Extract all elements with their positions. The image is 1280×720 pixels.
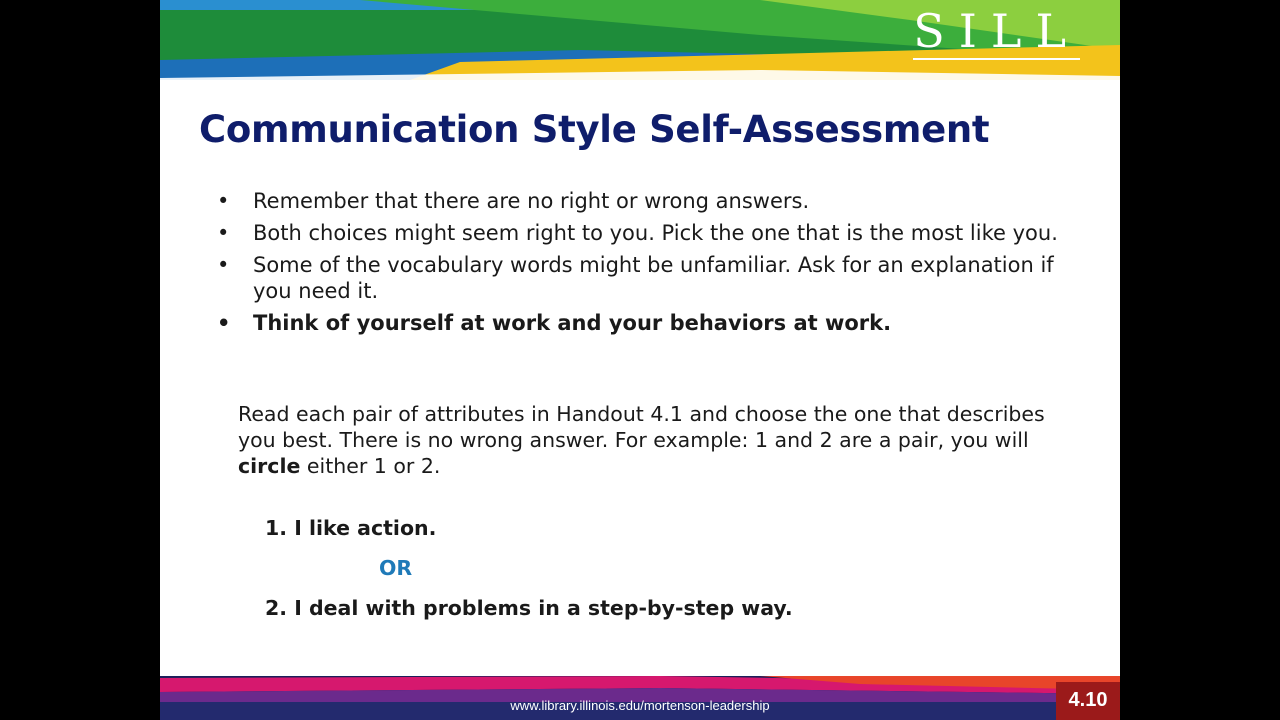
bullet-text: Think of yourself at work and your behaviors at work. [253,311,892,335]
bullet-item [217,188,1067,214]
instruction-paragraph [238,401,1058,479]
example-item-2: 2. I deal with problems in a step-by-step way. [265,596,793,620]
bullet-text: Remember that there are no right or wrong answers. [253,189,810,213]
bullet-item [217,252,1067,304]
slide [160,0,1120,720]
bullet-icon: • [217,221,230,245]
bullet-item [217,310,1067,336]
bullet-text: Both choices might seem right to you. Pick the one that is the most like you. [253,221,1058,245]
sill-logo: SILL [913,4,1080,58]
bullet-text: Some of the vocabulary words might be unfamiliar. Ask for an explanation if you need it. [253,253,1054,303]
bullet-icon: • [217,253,230,277]
bullet-icon: • [217,189,230,213]
instruction-text-end: either 1 or 2. [300,454,441,478]
bullet-item [217,220,1067,246]
slide-title: Communication Style Self-Assessment [199,108,990,151]
or-label: OR [379,556,413,580]
footer-url: www.library.illinois.edu/mortenson-leadership [510,698,770,713]
example-item-1: 1. I like action. [265,516,437,540]
slide-number: 4.10 [1056,682,1120,720]
bullet-list [217,188,1067,342]
instruction-text: Read each pair of attributes in Handout 4.1 and choose the one that describes you best. There is no wrong answer. For example: 1 and 2 are a pair, you will [238,402,1045,452]
bullet-icon: • [217,311,231,335]
instruction-emphasis: circle [238,454,301,478]
